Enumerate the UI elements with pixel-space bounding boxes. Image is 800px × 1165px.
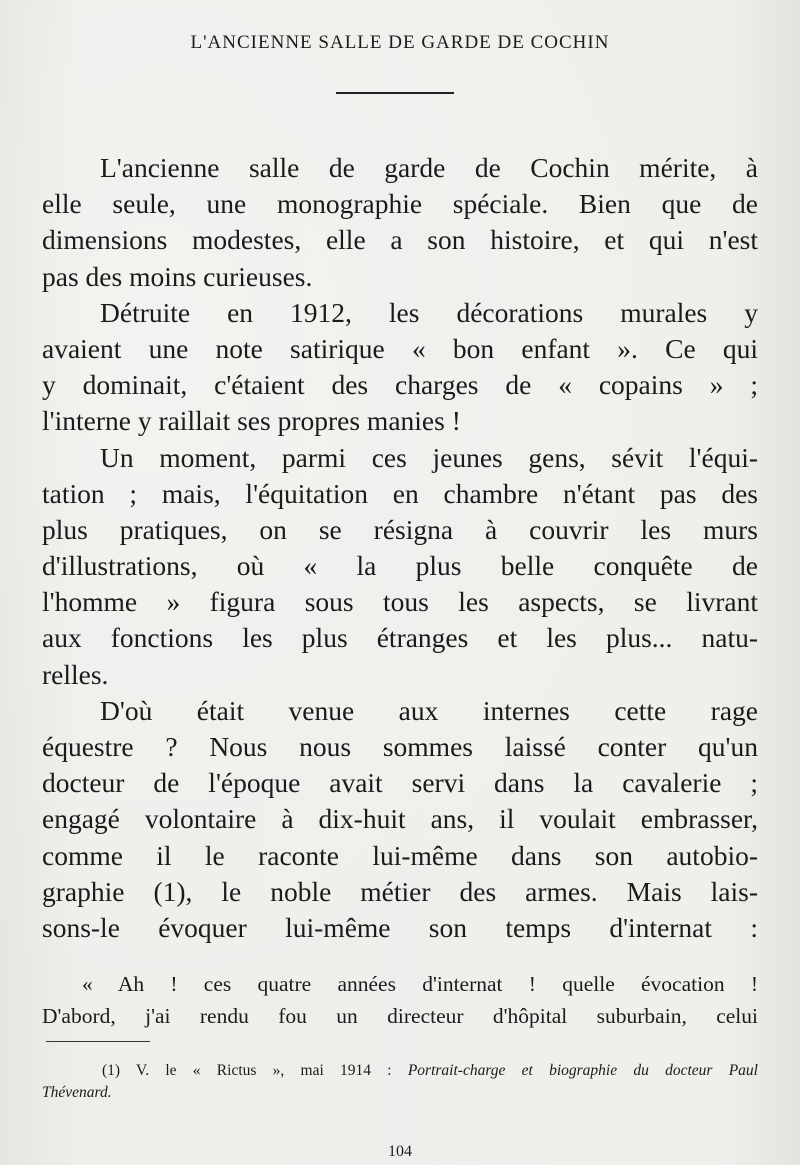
footnote-reference: (1) V. le « Rictus », mai 1914 :: [102, 1062, 408, 1079]
text-line: y dominait, c'étaient des charges de « copains » ;: [42, 369, 758, 401]
text-line: sons-le évoquer lui-même son temps d'internat :: [42, 911, 758, 943]
text-line: dimensions modestes, elle a son histoire, et qui n'est: [42, 224, 758, 256]
header-rule: [336, 92, 454, 94]
footnote-title: Portrait-charge et biographie du docteur Paul: [407, 1062, 758, 1079]
footnote-rule: [46, 1041, 150, 1042]
text-line: tation ; mais, l'équitation en chambre n'étant pas des: [42, 477, 758, 509]
text-line: comme il le raconte lui-même dans son autobio-: [42, 839, 758, 871]
quotation: [42, 968, 758, 1032]
text-line: Détruite en 1912, les décorations murales y: [100, 296, 758, 328]
text-line: l'homme » figura sous tous les aspects, se livrant: [42, 586, 758, 618]
text-line: avaient une note satirique « bon enfant ». Ce qui: [42, 332, 758, 364]
text-line: l'interne y raillait ses propres manies !: [42, 405, 461, 437]
text-line: Un moment, parmi ces jeunes gens, sévit l'équi-: [100, 441, 758, 473]
page-number: 104: [388, 1143, 412, 1160]
quote-line: « Ah ! ces quatre années d'internat ! quelle évocation !: [82, 972, 758, 996]
text-line: d'illustrations, où « la plus belle conquête de: [42, 550, 758, 582]
body-text: [42, 150, 758, 946]
text-line: engagé volontaire à dix-huit ans, il voulait embrasser,: [42, 803, 758, 835]
text-line: pas des moins curieuses.: [42, 260, 313, 292]
footnote-title-cont: Thévenard.: [42, 1084, 112, 1101]
footnote-line: [42, 1082, 758, 1104]
quote-line: D'abord, j'ai rendu fou un directeur d'hôpital suburbain, celui: [42, 1004, 758, 1028]
text-line: plus pratiques, on se résigna à couvrir les murs: [42, 513, 758, 545]
text-line: graphie (1), le noble métier des armes. Mais lais-: [42, 875, 758, 907]
text-line: relles.: [42, 658, 109, 690]
text-line: aux fonctions les plus étranges et les plus... natu-: [42, 622, 758, 654]
text-line: docteur de l'époque avait servi dans la cavalerie ;: [42, 767, 758, 799]
text-line: elle seule, une monographie spéciale. Bien que de: [42, 188, 758, 220]
running-header: L'ANCIENNE SALLE DE GARDE DE COCHIN: [190, 32, 610, 53]
footnote-line: [42, 1060, 758, 1082]
text-line: D'où était venue aux internes cette rage: [100, 694, 758, 726]
text-line: L'ancienne salle de garde de Cochin mérite, à: [100, 152, 758, 183]
text-line: équestre ? Nous nous sommes laissé conter qu'un: [42, 731, 758, 762]
footnote: [42, 1060, 758, 1104]
